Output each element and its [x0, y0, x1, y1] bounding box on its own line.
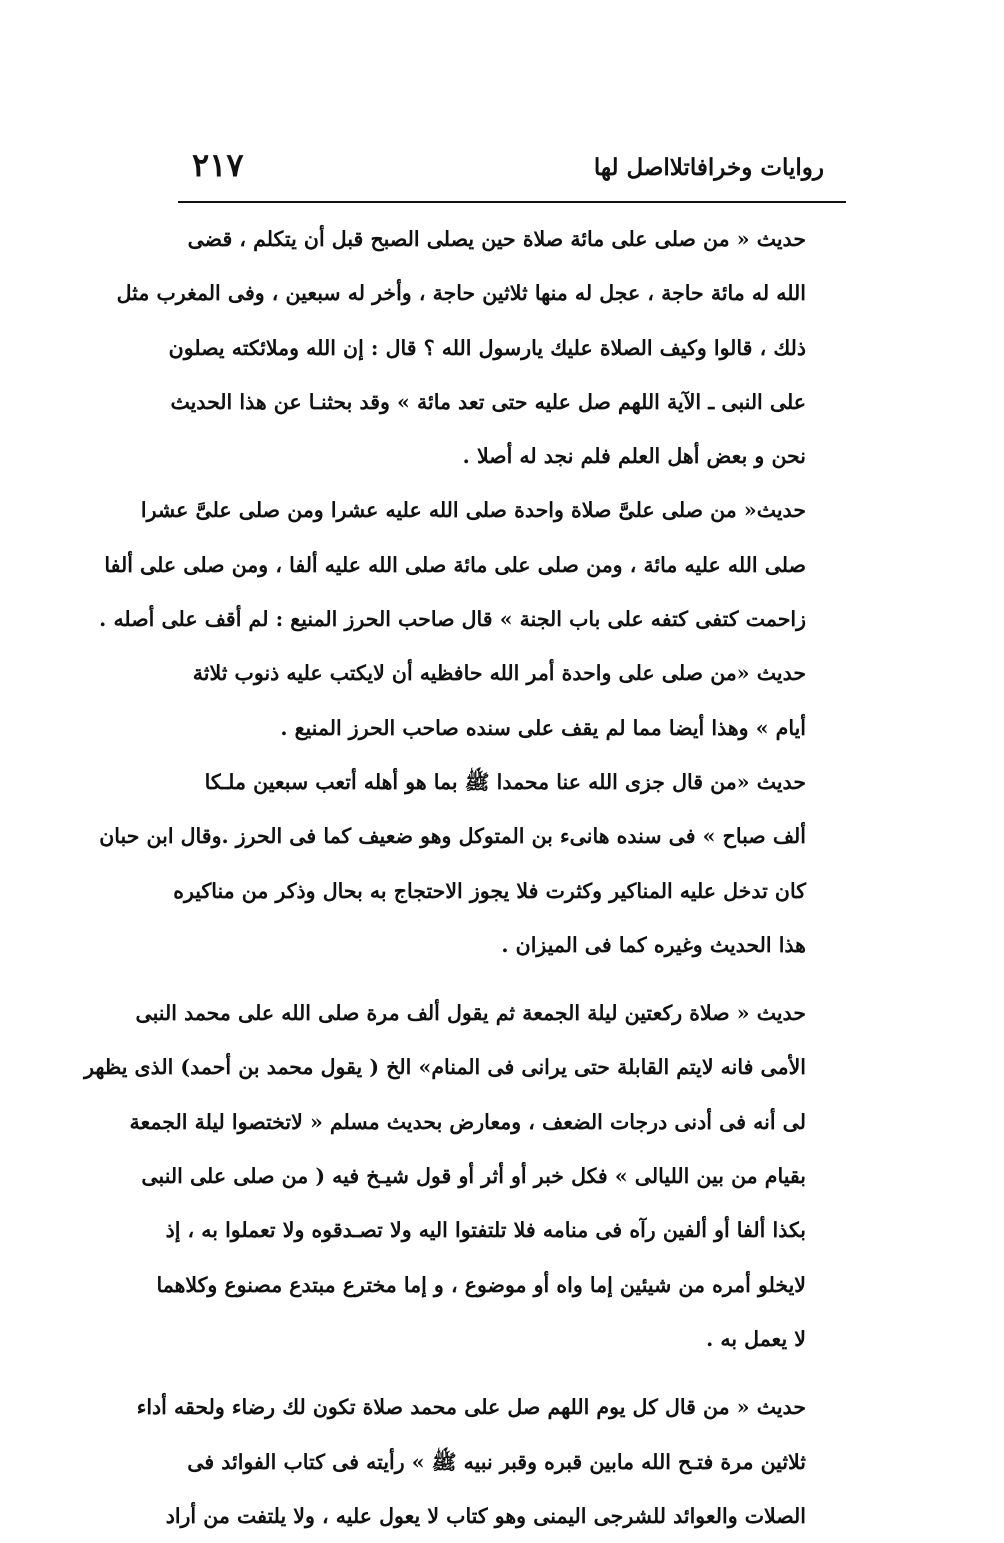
text-line: حديث « صلاة ركعتين ليلة الجمعة ثم يقول ألف مرة صلى الله على محمد النبى: [135, 1001, 806, 1026]
text-line: زاحمت كتفى كتفه على باب الجنة » قال صاحب الحرز المنيع : لم أقف على أصله .: [99, 607, 806, 632]
text-line: لا يعمل به .: [706, 1326, 806, 1351]
text-line: ذلك ، قالوا وكيف الصلاة عليك يارسول الله ؟ قال : إن الله وملائكته يصلون: [168, 335, 806, 360]
paragraph-2: [99, 483, 844, 646]
page-header: [178, 146, 846, 198]
text-line: الله له مائة حاجة ، عجل له منها ثلاثين حاجة ، وأخر له سبعين ، وفى المغرب مثل: [116, 281, 806, 306]
text-line: الأمى فانه لايتم القابلة حتى يرانى فى المنام» الخ ( يقول محمد بن أحمد) الذى يظهر: [84, 1055, 806, 1080]
running-title: روايات وخرافاتلااصل لها: [593, 154, 824, 181]
text-line: ألف صباح » فى سنده هانىء بن المتوكل وهو ضعيف كما فى الحرز .وقال ابن حبان: [99, 824, 806, 849]
text-line: كان تدخل عليه المناكير وكثرت فلا يجوز الاحتجاج به بحال وذكر من مناكيره: [173, 878, 806, 903]
paragraph-1: [116, 212, 844, 483]
text-line: أيام » وهذا أيضا مما لم يقف على سنده صاحب الحرز المنيع .: [280, 715, 806, 740]
text-line: لى أنه فى أدنى درجات الضعف ، ومعارض بحديث مسلم « لاتختصوا ليلة الجمعة: [129, 1109, 806, 1134]
text-line: ثلاثين مرة فتـح الله مابين قبره وقبر نبيه ﷺ » رأيته فى كتاب الفوائد فى: [187, 1449, 806, 1474]
paragraph-6: [136, 1380, 844, 1543]
text-line: على النبى ـ الآية اللهم صل عليه حتى تعد مائة » وقد بحثنـا عن هذا الحديث: [170, 389, 806, 414]
paragraph-3: [180, 646, 844, 755]
header-divider: [178, 201, 846, 203]
text-line: حديث « من صلى على مائة صلاة حين يصلى الصبح قبل أن يتكلم ، قضى: [187, 227, 806, 251]
text-line: حديث «من قال جزى الله عنا محمدا ﷺ بما هو أهله أتعب سبعين ملـكا: [204, 769, 806, 794]
text-line: نحن و بعض أهل العلم فلم نجد له أصلا .: [462, 444, 806, 469]
paragraph-4: [99, 755, 844, 972]
paragraph-5: [84, 986, 844, 1366]
body-text: [84, 212, 844, 1543]
text-line: بقيام من بين الليالى » فكل خبر أو أثر أو قول شيـخ فيه ( من صلى على النبى: [141, 1164, 806, 1189]
text-line: صلى الله عليه مائة ، ومن صلى على مائة صلى الله عليه ألفا ، ومن صلى على ألفا: [104, 552, 806, 577]
text-line: بكذا ألفا أو ألفين رآه فى منامه فلا تلتفتوا اليه ولا تصـدقوه ولا تعملوا به ، إذ: [165, 1218, 806, 1243]
text-line: حديث« من صلى علىَّ صلاة واحدة صلى الله عليه عشرا ومن صلى علىَّ عشرا: [140, 498, 806, 523]
text-line: لايخلو أمره من شيئين إما واه أو موضوع ، و إما مخترع مبتدع مصنوع وكلاهما: [156, 1272, 806, 1297]
page-number: ٢١٧: [192, 146, 244, 184]
text-line: حديث « من قال كل يوم اللهم صل على محمد صلاة تكون لك رضاء ولحقه أداء: [136, 1395, 806, 1420]
text-line: حديث «من صلى على واحدة أمر الله حافظيه أن لايكتب عليه ذنوب ثلاثة: [192, 661, 806, 686]
text-line: هذا الحديث وغيره كما فى الميزان .: [501, 932, 806, 957]
text-line: الصلات والعوائد للشرجى اليمنى وهو كتاب لا يعول عليه ، ولا يلتفت من أراد: [165, 1503, 806, 1528]
